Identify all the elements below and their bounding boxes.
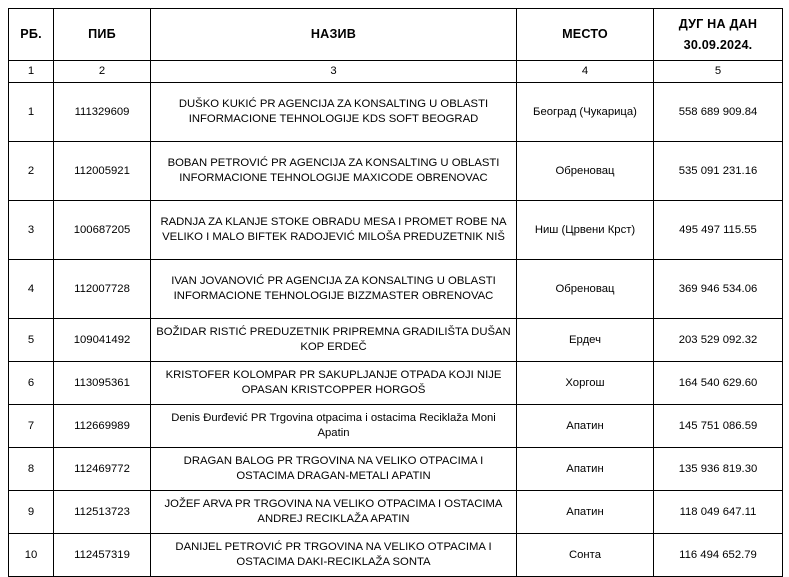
table-head: [9, 9, 783, 83]
cell-naziv: BOBAN PETROVIĆ PR AGENCIJA ZA KONSALTING U OBLASTI INFORMACIONE TEHNOLOGIJE MAXICODE OBRENOVAC: [151, 142, 517, 201]
cell-pib: 112513723: [54, 491, 151, 534]
cell-naziv: RADNJA ZA KLANJE STOKE OBRADU MESA I PROMET ROBE NA VELIKO I MALO BIFTEK RADOJEVIĆ MILOŠA PREDUZETNIK NIŠ: [151, 201, 517, 260]
cell-naziv: KRISTOFER KOLOMPAR PR SAKUPLJANJE OTPADA KOJI NIJE OPASAN KRISTCOPPER HORGOŠ: [151, 362, 517, 405]
cell-rb: 9: [9, 491, 54, 534]
cell-naziv: Denis Đurđević PR Trgovina otpacima i ostacima Reciklaža Moni Apatin: [151, 405, 517, 448]
cell-pib: 100687205: [54, 201, 151, 260]
cell-rb: 2: [9, 142, 54, 201]
cell-naziv: BOŽIDAR RISTIĆ PREDUZETNIK PRIPREMNA GRADILIŠTA DUŠAN KOP ERDEČ: [151, 319, 517, 362]
cell-dug: 116 494 652.79: [654, 534, 783, 577]
column-number-dug: 5: [654, 61, 783, 83]
cell-rb: 6: [9, 362, 54, 405]
table-row: [9, 362, 783, 405]
cell-naziv: DANIJEL PETROVIĆ PR TRGOVINA NA VELIKO OTPACIMA I OSTACIMA DAKI-RECIKLAŽA SONTA: [151, 534, 517, 577]
cell-dug: 535 091 231.16: [654, 142, 783, 201]
cell-rb: 4: [9, 260, 54, 319]
cell-dug: 145 751 086.59: [654, 405, 783, 448]
column-header-dug: [654, 9, 783, 61]
cell-rb: 5: [9, 319, 54, 362]
column-header-dug-line2: 30.09.2024.: [683, 37, 753, 52]
cell-pib: 109041492: [54, 319, 151, 362]
cell-rb: 3: [9, 201, 54, 260]
cell-rb: 1: [9, 83, 54, 142]
cell-pib: 111329609: [54, 83, 151, 142]
cell-dug: 118 049 647.11: [654, 491, 783, 534]
column-number-pib: 2: [54, 61, 151, 83]
cell-naziv: IVAN JOVANOVIĆ PR AGENCIJA ZA KONSALTING U OBLASTI INFORMACIONE TEHNOLOGIJE BIZZMASTER OBRENOVAC: [151, 260, 517, 319]
cell-pib: 112005921: [54, 142, 151, 201]
cell-rb: 8: [9, 448, 54, 491]
cell-dug: 164 540 629.60: [654, 362, 783, 405]
cell-pib: 112469772: [54, 448, 151, 491]
column-header-rb: РБ.: [9, 9, 54, 61]
cell-naziv: DRAGAN BALOG PR TRGOVINA NA VELIKO OTPACIMA I OSTACIMA DRAGAN-METALI APATIN: [151, 448, 517, 491]
column-number-row: [9, 61, 783, 83]
cell-mesto: Обреновац: [517, 142, 654, 201]
cell-mesto: Апатин: [517, 405, 654, 448]
column-number-naziv: 3: [151, 61, 517, 83]
column-header-mesto: МЕСТО: [517, 9, 654, 61]
column-number-rb: 1: [9, 61, 54, 83]
column-header-naziv: НАЗИВ: [151, 9, 517, 61]
table-row: [9, 319, 783, 362]
cell-mesto: Београд (Чукарица): [517, 83, 654, 142]
cell-pib: 112457319: [54, 534, 151, 577]
cell-mesto: Апатин: [517, 491, 654, 534]
cell-naziv: JOŽEF ARVA PR TRGOVINA NA VELIKO OTPACIMA I OSTACIMA ANDREJ RECIKLAŽA APATIN: [151, 491, 517, 534]
table-row: [9, 260, 783, 319]
table-row: [9, 83, 783, 142]
cell-mesto: Ниш (Црвени Крст): [517, 201, 654, 260]
table-row: [9, 491, 783, 534]
table-row: [9, 405, 783, 448]
table-header-row: [9, 9, 783, 61]
cell-dug: 135 936 819.30: [654, 448, 783, 491]
cell-naziv: DUŠKO KUKIĆ PR AGENCIJA ZA KONSALTING U OBLASTI INFORMACIONE TEHNOLOGIJE KDS SOFT BEOGRAD: [151, 83, 517, 142]
column-header-pib: ПИБ: [54, 9, 151, 61]
cell-dug: 203 529 092.32: [654, 319, 783, 362]
column-number-mesto: 4: [517, 61, 654, 83]
cell-dug: 495 497 115.55: [654, 201, 783, 260]
debt-table: [8, 8, 783, 577]
table-body: [9, 83, 783, 577]
cell-mesto: Сонта: [517, 534, 654, 577]
cell-pib: 112669989: [54, 405, 151, 448]
cell-mesto: Ердеч: [517, 319, 654, 362]
cell-mesto: Хоргош: [517, 362, 654, 405]
table-row: [9, 534, 783, 577]
cell-rb: 7: [9, 405, 54, 448]
table-row: [9, 448, 783, 491]
cell-pib: 113095361: [54, 362, 151, 405]
table-row: [9, 201, 783, 260]
column-header-dug-line1: ДУГ НА ДАН: [678, 17, 758, 32]
cell-pib: 112007728: [54, 260, 151, 319]
cell-mesto: Обреновац: [517, 260, 654, 319]
cell-mesto: Апатин: [517, 448, 654, 491]
table-row: [9, 142, 783, 201]
cell-rb: 10: [9, 534, 54, 577]
cell-dug: 369 946 534.06: [654, 260, 783, 319]
cell-dug: 558 689 909.84: [654, 83, 783, 142]
